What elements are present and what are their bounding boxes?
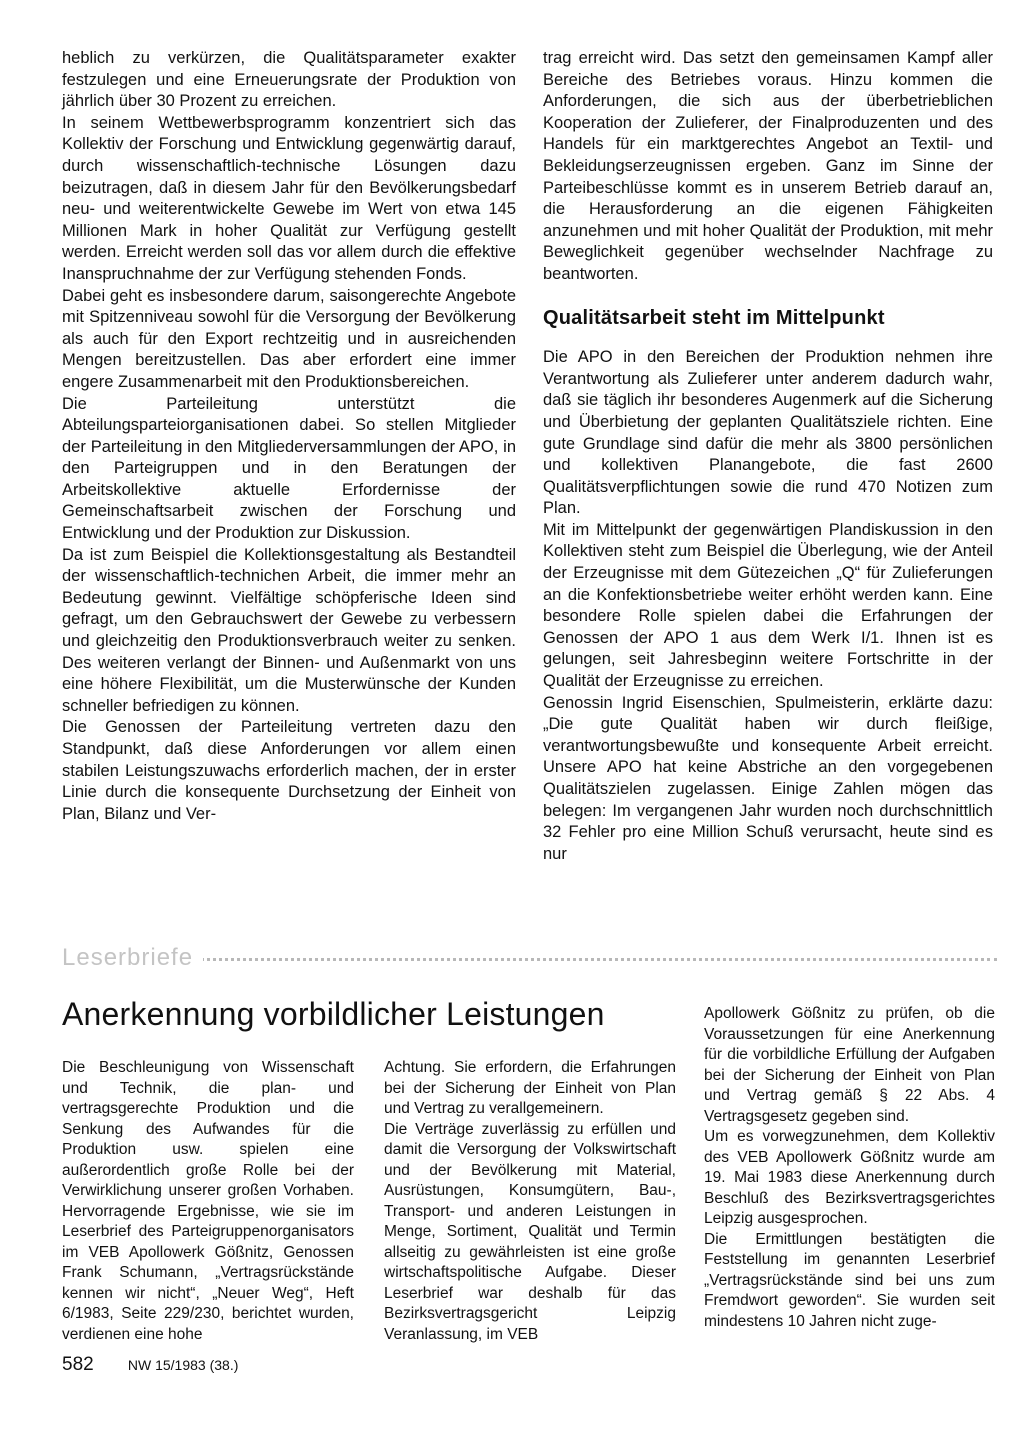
paragraph: Die Ermittlungen bestätigten die Feststellung im genannten Leserbrief „Vertragsrückstände sind bei uns zum Fremdwort geworden“. Sie wurden seit mindestens 10 Jahren nicht zuge- [704,1230,995,1330]
paragraph: Die Beschleunigung von Wissenschaft und Technik, die plan- und vertragsgerechte Produktion und die Senkung des Aufwandes für die Produktion usw. spielen eine außerordentlich große Rolle bei der Verwirklichung unserer großen Vorhaben. Hervorragende Ergebnisse, wie sie im Leserbrief des Parteigruppenorganisators im VEB Apollowerk Gößnitz, Genossen Frank Schumann, „Vertragsrückstände kennen wir nicht“, „Neuer Weg“, Heft 6/1983, Seite 229/230, berichtet wurden, verdienen eine hohe [62,1059,354,1343]
section-subheading: Qualitätsarbeit steht im Mittelpunkt [543,306,885,329]
paragraph: Die Genossen der Parteileitung vertreten dazu den Standpunkt, daß diese Anforderungen vor allem einen stabilen Leistungszuwachs erforderlich machen, der in erster Linie durch die konsequente Durchsetzung der Einheit von Plan, Bilanz und Ver- [62,718,516,823]
page-footer [62,1354,238,1376]
letter-column-1 [62,1058,354,1345]
paragraph: trag erreicht wird. Das setzt den gemeinsamen Kampf aller Bereiche des Betriebes voraus. Hinzu kommen die Anforderungen, die sich aus der überbetrieblichen Kooperation der Zulieferer, der Finalproduzenten und des Handels für ein marktgerechtes Angebot an Textil- und Bekleidungserzeugnissen ergeben. Ganz im Sinne der Parteibeschlüsse kommt es in unserem Betrieb darauf an, die Herausforderung an die eigenen Fähigkeiten anzunehmen und mit hoher Qualität der Produktion, mit mehr Beweglichkeit gegenüber wechselnder Nachfrage zu beantworten. [543,49,993,283]
page-number: 582 [62,1354,94,1375]
paragraph: In seinem Wettbewerbsprogramm konzentriert sich das Kollektiv der Forschung und Entwicklung gegenwärtig darauf, durch wissenschaftlich-technische Lösungen dazu beizutragen, daß in diesem Jahr für den Bevölkerungsbedarf neu- und weiterentwickelte Gewebe im Wert von etwa 145 Millionen Mark in hoher Qualität zur Verfügung gestellt werden. Erreicht werden soll das vor allem durch die effektive Inanspruchnahme der zur Verfügung stehenden Fonds. [62,113,516,283]
letter-column-3 [704,1004,995,1332]
rubric-bar [62,944,997,974]
paragraph: Mit im Mittelpunkt der gegenwärtigen Plandiskussion in den Kollektiven steht zum Beispiel die Überlegung, wie der Anteil der Erzeugnisse mit dem Gütezeichen „Q“ für Zulieferungen an die Konfektionsbetriebe weiter erhöht werden kann. Eine besondere Rolle spielen dabei die Erfahrungen der Genossen der APO 1 aus dem Werk I/1. Ihnen ist es gelungen, seit Jahresbeginn weitere Fortschritte in der Qualität der Erzeugnisse zu erreichen. [543,520,993,691]
paragraph: Um es vorwegzunehmen, dem Kollektiv des VEB Apollowerk Gößnitz wurde am 19. Mai 1983 diese Anerkennung durch Beschluß des Bezirksvertragsgerichtes Leipzig ausgesprochen. [704,1128,995,1227]
paragraph: Da ist zum Beispiel die Kollektionsgestaltung als Bestandteil der wissenschaftlich-technichen Arbeit, die immer mehr an Bedeutung gewinnt. Vielfältige schöpferische Ideen sind gefragt, um den Gebrauchswert der Gewebe zu verbessern und gleichzeitig den Produktionsverbrauch weiter zu senken. Des weiteren verlangt der Binnen- und Außenmarkt von uns eine höhere Flexibilität, um die Musterwünsche der Kunden schneller befriedigen zu können. [62,545,516,715]
upper-left-column [62,48,516,825]
paragraph: Achtung. Sie erfordern, die Erfahrungen bei der Sicherung der Einheit von Plan und Vertrag zu verallgemeinern. [384,1059,676,1117]
paragraph: Dabei geht es insbesondere darum, saisongerechte Angebote mit Spitzenniveau sowohl für die Versorgung der Bevölkerung als auch für den Export rechtzeitig und in ausreichenden Mengen bereitzustellen. Das aber erfordert eine immer engere Zusammenarbeit mit den Produktionsbereichen. [62,286,516,391]
article-title: Anerkennung vorbildlicher Leistungen [62,996,605,1032]
letter-column-2 [384,1058,676,1345]
paragraph: Die APO in den Bereichen der Produktion nehmen ihre Verantwortung als Zulieferer unter anderem dadurch wahr, daß sie täglich ihr besonderes Augenmerk auf die Sicherung und Überbietung der geplanten Qualitätsziele richten. Eine gute Grundlage sind dafür die mehr als 3800 persönlichen und kollektiven Planangebote, die fast 2600 Qualitätsverpflichtungen sowie die rund 470 Notizen zum Plan. [543,348,993,518]
issue-reference: NW 15/1983 (38.) [127,1357,239,1373]
paragraph: heblich zu verkürzen, die Qualitätsparameter exakter festzulegen und eine Erneuerungsrate der Produktion von jährlich über 30 Prozent zu erreichen. [62,49,516,111]
paragraph: Die Verträge zuverlässig zu erfüllen und damit die Versorgung der Volkswirtschaft und der Bevölkerung mit Material, Ausrüstungen, Konsumgütern, Bau-, Transport- und anderen Leistungen in Menge, Sortiment, Qualität und Termin allseitig zu gewährleisten ist eine große wirtschaftspolitische Aufgabe. Dieser Leserbrief war deshalb für das Bezirksvertragsgericht Leipzig Veranlassung, im VEB [384,1120,676,1343]
paragraph: Apollowerk Gößnitz zu prüfen, ob die Voraussetzungen für eine Anerkennung für die vorbildliche Erfüllung der Aufgaben bei der Sicherung der Einheit von Plan und Vertrag gemäß § 22 Abs. 4 Vertragsgesetz gegeben sind. [704,1005,995,1125]
rubric-label: Leserbriefe [62,944,203,971]
paragraph: Die Parteileitung unterstützt die Abteilungsparteiorganisationen dabei. So stellen Mitglieder der Parteileitung in den Mitgliederversammlungen der APO, in den Parteigruppen und in den Beratungen der Arbeitskollektive aktuelle Erfordernisse der Gemeinschaftsarbeit zwischen der Forschung und Entwicklung und der Produktion zur Diskussion. [62,394,516,543]
upper-right-column [543,48,993,865]
paragraph: Genossin Ingrid Eisenschien, Spulmeisterin, erklärte dazu: „Die gute Qualität haben wir durch fleißige, verantwortungsbewußte und konsequente Arbeit erreicht. Unsere APO hat keine Abstriche an den vorgegebenen Qualitätszielen zugelassen. Einige Zahlen mögen das belegen: Im vergangenen Jahr wurden noch durchschnittlich 32 Fehler pro eine Million Schuß verursacht, heute sind es nur [543,693,993,863]
